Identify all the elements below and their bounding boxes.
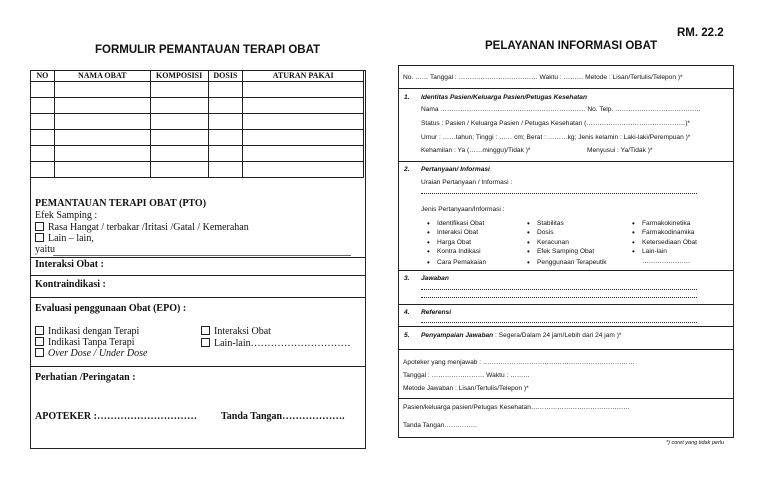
table-row[interactable] bbox=[31, 162, 364, 178]
interaksi-obat-label: Interaksi Obat : bbox=[35, 259, 104, 270]
section-2-number: 2. bbox=[404, 166, 410, 173]
penyampaian-field[interactable]: Penyampaian Jawaban : Segera/Dalam 24 jam/Lebih dari 24 jam )* bbox=[421, 332, 622, 339]
lain-lain-dots: …………………. bbox=[642, 258, 690, 265]
apoteker-label: APOTEKER :………………………… bbox=[35, 411, 197, 422]
jenis-option[interactable]: • Ketersediaan Obat bbox=[642, 239, 697, 247]
jenis-option[interactable]: • Stabilitas bbox=[537, 220, 564, 228]
umur-field[interactable]: Umur : ……tahun; Tinggi : …… cm; Berat : ………kg; Jenis kelamin : Laki-laki/Perempuan )* bbox=[421, 134, 691, 141]
epo-option-interaksi-obat[interactable]: Interaksi Obat bbox=[201, 326, 271, 337]
divider bbox=[399, 88, 733, 89]
metode-field[interactable]: Metode Jawaban : Lisan/Tertulis/Telepon )* bbox=[403, 385, 529, 392]
epo-option-indikasi-dengan-terapi[interactable]: Indikasi dengan Terapi bbox=[35, 326, 139, 337]
apoteker-field[interactable]: Apoteker yang menjawab : …………………………………………………………… bbox=[403, 359, 635, 366]
checkbox-lain-lain[interactable] bbox=[35, 233, 44, 242]
epo-option-lain-lain[interactable]: Lain-lain………………………… bbox=[201, 338, 351, 349]
menyusui-field[interactable]: Menyusui : Ya/Tidak )* bbox=[587, 147, 653, 154]
jawaban-line[interactable] bbox=[421, 289, 697, 290]
yaitu-label: yaitu bbox=[35, 244, 55, 255]
divider bbox=[31, 366, 365, 367]
jenis-option[interactable]: • Identifikasi Obat bbox=[437, 220, 484, 228]
divider bbox=[399, 304, 733, 305]
jenis-option[interactable]: • Keracunan bbox=[537, 239, 569, 247]
table-row[interactable] bbox=[31, 98, 364, 114]
pasien-signature-field[interactable]: Pasien/keluarga pasien/Petugas Kesehatan……………………………………… bbox=[403, 404, 630, 411]
jenis-option[interactable]: • Penggunaan Terapeutik bbox=[537, 259, 607, 267]
divider bbox=[399, 270, 733, 271]
tanda-tangan-label: Tanda Tangan………………. bbox=[221, 411, 345, 422]
section-4-title: Referensi bbox=[421, 309, 452, 316]
col-header-nama-obat: NAMA OBAT bbox=[54, 71, 150, 82]
section-3-number: 3. bbox=[404, 275, 410, 282]
checkbox-rasa-hangat[interactable] bbox=[35, 222, 44, 231]
left-form-title: FORMULIR PEMANTAUAN TERAPI OBAT bbox=[95, 44, 321, 56]
option-rasa-hangat[interactable]: Rasa Hangat / terbakar /Iritasi /Gatal / Kemerahan bbox=[35, 222, 249, 233]
perhatian-label: Perhatian /Peringatan : bbox=[35, 372, 136, 383]
divider bbox=[399, 349, 733, 350]
jenis-label: Jenis Pertanyaan/Informasi : bbox=[421, 206, 505, 213]
jenis-option[interactable]: • Kontra Indikasi bbox=[437, 248, 481, 256]
divider bbox=[399, 398, 733, 399]
kehamilan-field[interactable]: Kehamilan : Ya (……minggu)/Tidak )* bbox=[421, 147, 531, 154]
uraian-label: Uraian Pertanyaan / Informasi : bbox=[421, 179, 513, 186]
efek-samping-label: Efek Samping : bbox=[35, 210, 98, 221]
jenis-option[interactable]: • Farmakokinetika bbox=[642, 220, 690, 228]
option-lain-lain[interactable]: Lain – lain, bbox=[35, 233, 94, 244]
status-field[interactable]: Status : Pasien / Keluarga Pasien / Petugas Kesehatan (………………………………………)* bbox=[421, 120, 690, 127]
footnote: *) coret yang tidak perlu bbox=[666, 440, 725, 446]
right-form-title: PELAYANAN INFORMASI OBAT bbox=[485, 40, 658, 52]
table-row[interactable] bbox=[31, 114, 364, 130]
checkbox-interaksi-obat[interactable] bbox=[201, 326, 210, 335]
checkbox-epo-lain-lain[interactable] bbox=[201, 338, 210, 347]
tanda-tangan-field[interactable]: Tanda Tangan…………… bbox=[403, 422, 478, 429]
pio-form bbox=[398, 65, 734, 438]
divider bbox=[399, 326, 733, 327]
medication-table bbox=[30, 70, 364, 178]
yaitu-line[interactable] bbox=[53, 255, 351, 256]
header-line: No. …… Tanggal : ……………………………… Waktu : ……… Metode : Lisan/Tertulis/Telepon )* bbox=[403, 74, 683, 81]
section-3-title: Jawaban bbox=[421, 275, 449, 282]
pto-form bbox=[30, 70, 366, 449]
checkbox-overdose[interactable] bbox=[35, 348, 44, 357]
tanggal-field[interactable]: Tanggal : …………………… Waktu : ……… bbox=[403, 372, 530, 379]
rm-code: RM. 22.2 bbox=[677, 27, 724, 39]
jenis-option[interactable]: • Farmakodinamika bbox=[642, 229, 694, 237]
referensi-line[interactable] bbox=[421, 322, 697, 323]
epo-label: Evaluasi penggunaan Obat (EPO) : bbox=[35, 303, 187, 314]
checkbox-indikasi-tanpa-terapi[interactable] bbox=[35, 337, 44, 346]
jenis-option[interactable]: • Cara Pemakaian bbox=[437, 259, 486, 267]
uraian-line[interactable] bbox=[421, 193, 697, 194]
epo-option-indikasi-tanpa-terapi[interactable]: Indikasi Tanpa Terapi bbox=[35, 337, 135, 348]
divider bbox=[31, 275, 365, 276]
jenis-option[interactable]: • Interaksi Obat bbox=[437, 229, 478, 237]
jenis-option[interactable]: • Lain-lain bbox=[642, 248, 667, 256]
section-2-title: Pertanyaan/ Informasi bbox=[421, 166, 490, 173]
checkbox-indikasi-dengan-terapi[interactable] bbox=[35, 326, 44, 335]
nama-field[interactable]: Nama ………………………………………………………… No. Telp. ………………………………… bbox=[421, 106, 701, 113]
jawaban-line[interactable] bbox=[421, 297, 697, 298]
section-1-title: Identitas Pasien/Keluarga Pasien/Petugas Kesehatan bbox=[421, 94, 588, 101]
section-1-number: 1. bbox=[404, 94, 410, 101]
col-header-aturan-pakai: ATURAN PAKAI bbox=[243, 71, 364, 82]
jenis-option[interactable]: • Dosis bbox=[537, 229, 554, 237]
jenis-option[interactable]: • Harga Obat bbox=[437, 239, 471, 247]
col-header-komposisi: KOMPOSISI bbox=[150, 71, 208, 82]
pto-section-title: PEMANTAUAN TERAPI OBAT (PTO) bbox=[35, 198, 207, 209]
divider bbox=[31, 257, 365, 258]
divider bbox=[399, 161, 733, 162]
jenis-option[interactable]: • Efek Samping Obat bbox=[537, 248, 594, 256]
table-row[interactable] bbox=[31, 82, 364, 98]
section-4-number: 4. bbox=[404, 309, 410, 316]
section-5-number: 5. bbox=[404, 332, 410, 339]
kontraindikasi-label: Kontraindikasi : bbox=[35, 279, 106, 290]
table-row[interactable] bbox=[31, 130, 364, 146]
table-row[interactable] bbox=[31, 146, 364, 162]
divider bbox=[31, 297, 365, 298]
col-header-no: NO bbox=[31, 71, 55, 82]
col-header-dosis: DOSIS bbox=[208, 71, 243, 82]
epo-option-overdose[interactable]: Over Dose / Under Dose bbox=[35, 348, 147, 359]
